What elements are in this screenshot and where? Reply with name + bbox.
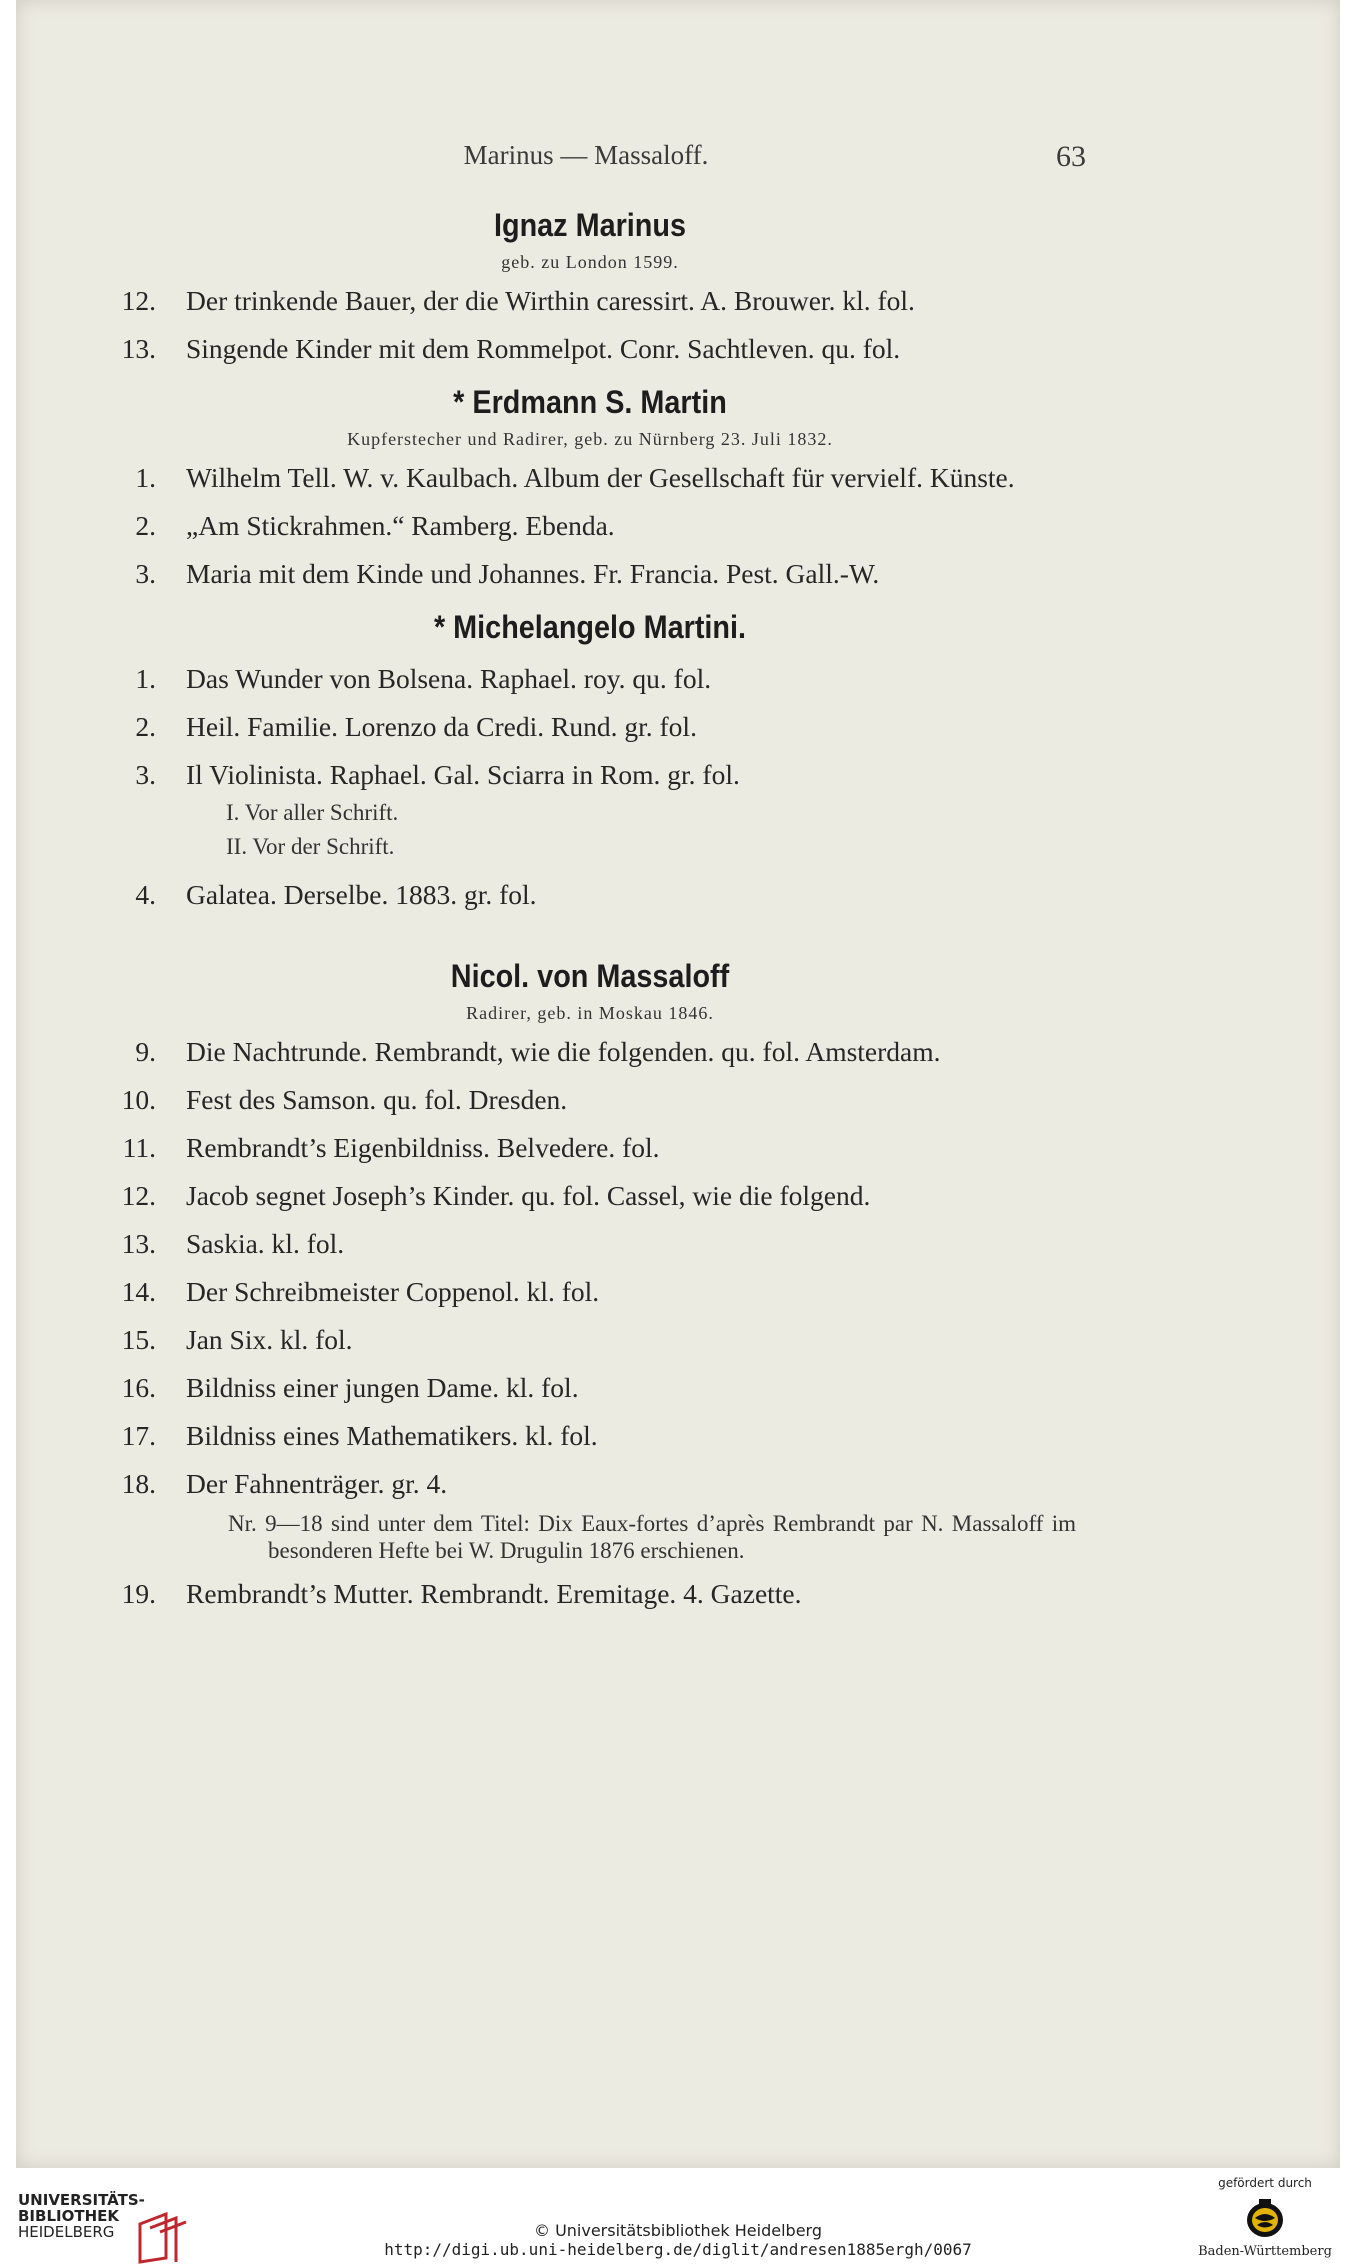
entry-text: Die Nachtrunde. Rembrandt, wie die folgenden. qu. fol. Amsterdam.	[186, 1036, 941, 1067]
entry-text: „Am Stickrahmen.“ Ramberg. Ebenda.	[186, 510, 615, 541]
artist-section	[104, 205, 1076, 366]
catalogue-entry	[104, 1418, 1076, 1453]
entry-number: 3.	[135, 558, 156, 589]
entry-number: 2.	[135, 510, 156, 541]
catalogue-entry	[104, 709, 1076, 744]
artist-section	[104, 382, 1076, 591]
catalogue-entry	[104, 757, 1076, 864]
entry-note: Nr. 9—18 sind unter dem Titel: Dix Eaux-fortes d’après Rembrandt par N. Massaloff im besonderen Hefte bei W. Drugulin 1876 erschienen.	[228, 1511, 1076, 1563]
entry-text: Singende Kinder mit dem Rommelpot. Conr. Sachtleven. qu. fol.	[186, 333, 901, 364]
entry-number: 15.	[121, 1324, 156, 1355]
entry-number: 13.	[121, 333, 156, 364]
entry-number: 2.	[135, 711, 156, 742]
catalogue-entry	[104, 661, 1076, 696]
entry-text: Rembrandt’s Eigenbildniss. Belvedere. fol.	[186, 1132, 660, 1163]
logo-line-1: UNIVERSITÄTS-	[18, 2191, 145, 2209]
entry-text: Jacob segnet Joseph’s Kinder. qu. fol. Cassel, wie die folgend.	[186, 1180, 871, 1211]
logo-line-2: BIBLIOTHEK	[18, 2207, 119, 2225]
catalogue-entry	[104, 1034, 1076, 1069]
entry-text: Wilhelm Tell. W. v. Kaulbach. Album der Gesellschaft für vervielf. Künste.	[186, 462, 1015, 493]
artist-section	[104, 956, 1076, 1611]
entry-text: Bildniss einer jungen Dame. kl. fol.	[186, 1372, 579, 1403]
entry-text: Bildniss eines Mathematikers. kl. fol.	[186, 1420, 598, 1451]
catalogue-entry	[104, 508, 1076, 543]
entry-number: 18.	[121, 1468, 156, 1499]
catalogue-content	[104, 205, 1076, 1624]
library-footer	[0, 2168, 1356, 2265]
catalogue-entry	[104, 1370, 1076, 1405]
artist-name: * Michelangelo Martini.	[433, 609, 747, 645]
catalogue-entry	[104, 1178, 1076, 1213]
sponsor-label: gefördert durch	[1218, 2176, 1312, 2190]
entry-number: 19.	[121, 1578, 156, 1609]
catalogue-entry	[104, 1226, 1076, 1261]
catalogue-entry	[104, 1130, 1076, 1165]
entry-number: 1.	[135, 462, 156, 493]
state-list	[226, 796, 1076, 864]
artist-section	[104, 607, 1076, 912]
entry-text: Der Fahnenträger. gr. 4.	[186, 1468, 448, 1499]
entry-text: Rembrandt’s Mutter. Rembrandt. Eremitage. 4. Gazette.	[186, 1578, 802, 1609]
logo-line-3: HEIDELBERG	[18, 2223, 115, 2241]
entry-text: Der trinkende Bauer, der die Wirthin caressirt. A. Brouwer. kl. fol.	[186, 285, 915, 316]
artist-bio: geb. zu London 1599.	[501, 252, 679, 272]
entry-number: 12.	[121, 1180, 156, 1211]
page-number: 63	[1056, 140, 1086, 173]
catalogue-entry	[104, 1576, 1076, 1611]
catalogue-entry	[104, 1274, 1076, 1309]
catalogue-entry	[104, 1322, 1076, 1357]
entry-text: Il Violinista. Raphael. Gal. Sciarra in Rom. gr. fol.	[186, 759, 740, 790]
entry-text: Galatea. Derselbe. 1883. gr. fol.	[186, 879, 537, 910]
catalogue-entry	[104, 1082, 1076, 1117]
entry-number: 4.	[135, 879, 156, 910]
entry-text: Fest des Samson. qu. fol. Dresden.	[186, 1084, 568, 1115]
copyright-notice: © Universitätsbibliothek Heidelberg	[533, 2221, 822, 2240]
running-title: Marinus — Massaloff.	[463, 140, 709, 170]
scanned-book-page	[16, 0, 1340, 2168]
sponsor-block	[1190, 2176, 1340, 2262]
artist-name: Nicol. von Massaloff	[450, 958, 730, 994]
catalogue-entry	[104, 877, 1076, 912]
entry-number: 1.	[135, 663, 156, 694]
entry-text: Jan Six. kl. fol.	[186, 1324, 353, 1355]
state-item: II. Vor der Schrift.	[226, 834, 395, 859]
entry-number: 3.	[135, 759, 156, 790]
catalogue-entry	[104, 283, 1076, 318]
entry-text: Das Wunder von Bolsena. Raphael. roy. qu. fol.	[186, 663, 712, 694]
source-url-link[interactable]: http://digi.ub.uni-heidelberg.de/diglit/andresen1885ergh/0067	[384, 2240, 972, 2259]
entry-number: 14.	[121, 1276, 156, 1307]
entry-number: 9.	[135, 1036, 156, 1067]
entry-number: 10.	[121, 1084, 156, 1115]
page-header	[16, 140, 1340, 180]
artist-name: Ignaz Marinus	[493, 207, 687, 243]
state-crest-icon	[1245, 2196, 1285, 2240]
entry-text: Maria mit dem Kinde und Johannes. Fr. Francia. Pest. Gall.-W.	[186, 558, 880, 589]
artist-bio: Radirer, geb. in Moskau 1846.	[466, 1003, 714, 1023]
catalogue-entry	[104, 556, 1076, 591]
entry-text: Heil. Familie. Lorenzo da Credi. Rund. gr. fol.	[186, 711, 697, 742]
artist-name: * Erdmann S. Martin	[453, 384, 727, 420]
catalogue-entry	[104, 331, 1076, 366]
entry-text: Saskia. kl. fol.	[186, 1228, 345, 1259]
entry-text: Der Schreibmeister Coppenol. kl. fol.	[186, 1276, 600, 1307]
catalogue-entry	[104, 1466, 1076, 1501]
artist-bio: Kupferstecher und Radirer, geb. zu Nürnberg 23. Juli 1832.	[347, 429, 833, 449]
entry-number: 11.	[122, 1132, 156, 1163]
sponsor-name: Baden-Württemberg	[1198, 2244, 1332, 2259]
entry-number: 12.	[121, 285, 156, 316]
catalogue-entry	[104, 460, 1076, 495]
state-item: I. Vor aller Schrift.	[226, 800, 399, 825]
section-spacer	[104, 647, 1076, 661]
entry-number: 17.	[121, 1420, 156, 1451]
entry-number: 16.	[121, 1372, 156, 1403]
entry-number: 13.	[121, 1228, 156, 1259]
